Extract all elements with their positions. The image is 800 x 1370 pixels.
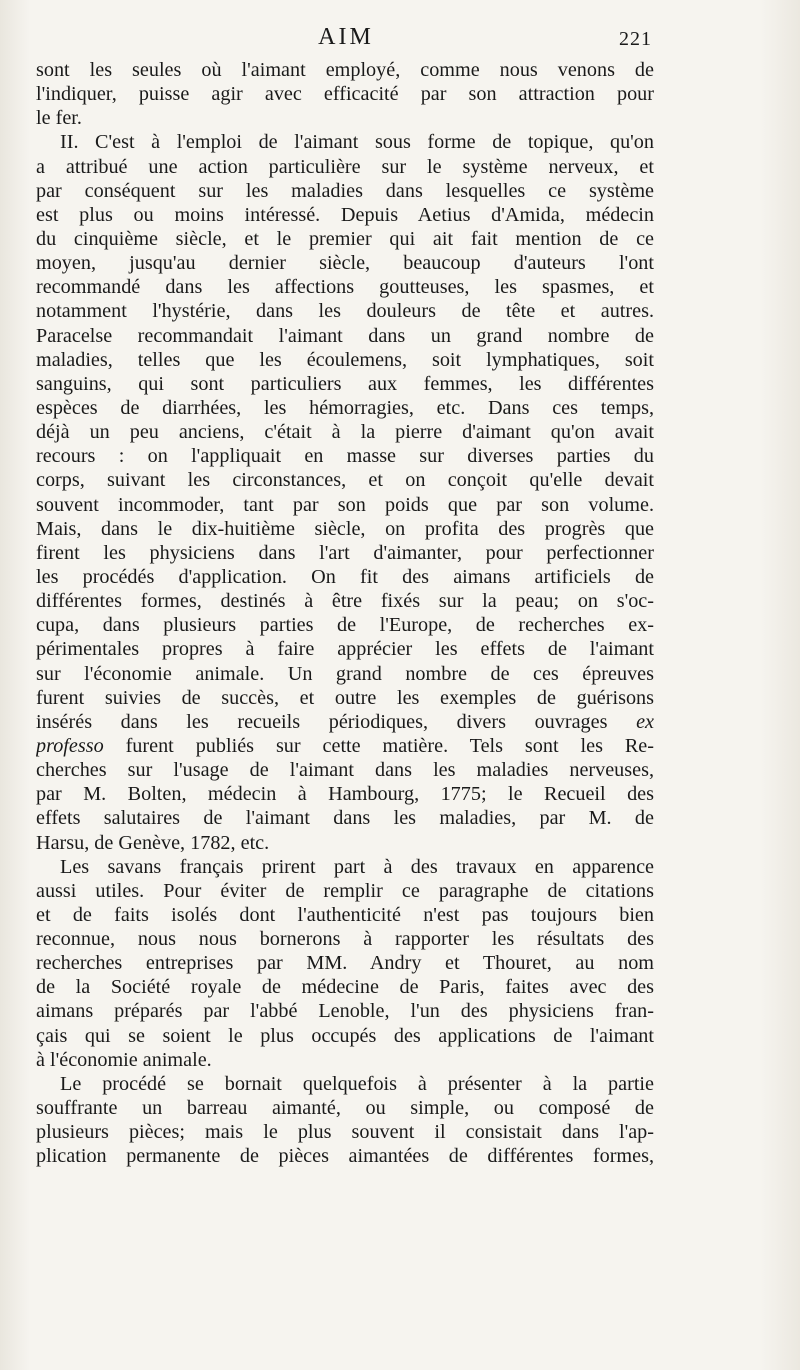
body-text [36, 58, 654, 1168]
text-line: par conséquent sur les maladies dans lesquelles ce système [36, 179, 654, 202]
text-line: plication permanente de pièces aimantées de différentes formes, [36, 1145, 654, 1168]
text-line: recommandé dans les affections goutteuses, les spasmes, et [36, 276, 654, 299]
text-line: maladies, telles que les écoulemens, soit lymphatiques, soit [36, 348, 654, 371]
text-line: à l'économie animale. [36, 1048, 212, 1071]
running-head: AIM [318, 24, 374, 50]
text-line: l'indiquer, puisse agir avec efficacité par son attraction pour [36, 83, 654, 106]
text-line: insérés dans les recueils périodiques, divers ouvrages ex [36, 710, 654, 733]
text-line: corps, suivant les circonstances, et on conçoit qu'elle devait [36, 469, 654, 492]
text-line: les procédés d'application. On fit des aimans artificiels de [36, 565, 654, 588]
text-line: Le procédé se bornait quelquefois à présenter à la partie [60, 1072, 654, 1095]
text-line: moyen, jusqu'au dernier siècle, beaucoup d'auteurs l'ont [36, 252, 654, 275]
text-line: plusieurs pièces; mais le plus souvent il consistait dans l'ap- [36, 1121, 654, 1144]
text-line: de la Société royale de médecine de Paris, faites avec des [36, 976, 654, 999]
text-line: espèces de diarrhées, les hémorragies, etc. Dans ces temps, [36, 396, 654, 419]
text-line: firent les physiciens dans l'art d'aimanter, pour perfectionner [36, 541, 654, 564]
text-line: Les savans français prirent part à des travaux en apparence [60, 855, 654, 878]
text-line: aimans préparés par l'abbé Lenoble, l'un des physiciens fran- [36, 1000, 654, 1023]
text-line: çais qui se soient le plus occupés des applications de l'aimant [36, 1024, 654, 1047]
text-line: recours : on l'appliquait en masse sur diverses parties du [36, 445, 654, 468]
text-line: Mais, dans le dix-huitième siècle, on profita des progrès que [36, 517, 654, 540]
text-line: périmentales propres à faire apprécier les effets de l'aimant [36, 638, 654, 661]
text-line: Harsu, de Genève, 1782, etc. [36, 831, 270, 854]
text-line: reconnue, nous nous bornerons à rapporter les résultats des [36, 928, 654, 951]
text-line: notamment l'hystérie, dans les douleurs de tête et autres. [36, 300, 654, 323]
text-line: souvent incommoder, tant par son poids que par son volume. [36, 493, 654, 516]
text-line: effets salutaires de l'aimant dans les maladies, par M. de [36, 807, 654, 830]
text-line: déjà un peu anciens, c'était à la pierre d'aimant qu'on avait [36, 421, 654, 444]
text-line: sanguins, qui sont particuliers aux femmes, les différentes [36, 372, 654, 395]
text-line: du cinquième siècle, et le premier qui ait fait mention de ce [36, 227, 654, 250]
text-line: furent suivies de succès, et outre les exemples de guérisons [36, 686, 654, 709]
text-line: par M. Bolten, médecin à Hambourg, 1775; le Recueil des [36, 783, 654, 806]
text-line: professo furent publiés sur cette matière. Tels sont les Re- [36, 734, 654, 757]
text-line: souffrante un barreau aimanté, ou simple, ou composé de [36, 1097, 654, 1120]
page-header [36, 24, 656, 54]
text-line: est plus ou moins intéressé. Depuis Aetius d'Amida, médecin [36, 203, 654, 226]
text-line: a attribué une action particulière sur le système nerveux, et [36, 155, 654, 178]
text-line: différentes formes, destinés à être fixés sur la peau; on s'oc- [36, 590, 654, 613]
text-line: cupa, dans plusieurs parties de l'Europe, de recherches ex- [36, 614, 654, 637]
text-line: aussi utiles. Pour éviter de remplir ce paragraphe de citations [36, 879, 654, 902]
text-line: sont les seules où l'aimant employé, comme nous venons de [36, 59, 654, 81]
text-line: recherches entreprises par MM. Andry et Thouret, au nom [36, 952, 654, 975]
text-line: le fer. [36, 107, 82, 130]
text-line: II. C'est à l'emploi de l'aimant sous forme de topique, qu'on [60, 131, 654, 154]
page-number: 221 [619, 28, 652, 50]
text-line: sur l'économie animale. Un grand nombre de ces épreuves [36, 662, 654, 685]
text-line: cherches sur l'usage de l'aimant dans les maladies nerveuses, [36, 759, 654, 782]
text-line: Paracelse recommandait l'aimant dans un grand nombre de [36, 324, 654, 347]
text-line: et de faits isolés dont l'authenticité n'est pas toujours bien [36, 903, 654, 926]
